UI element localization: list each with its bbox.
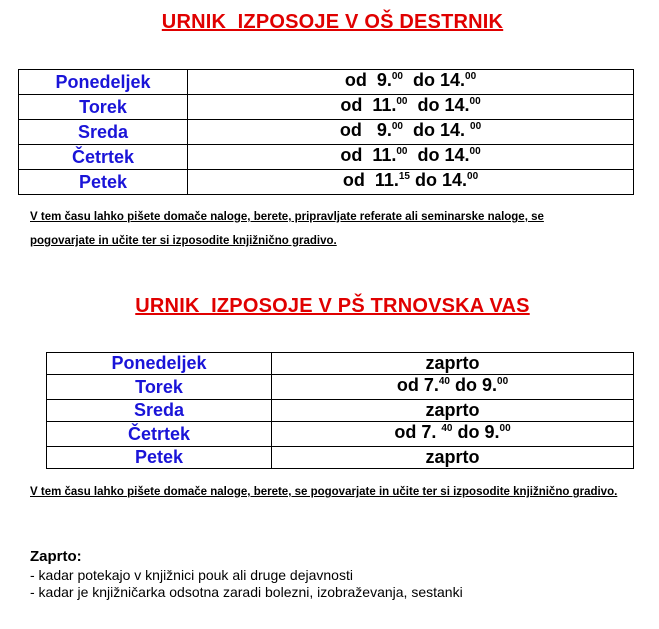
table-row <box>47 447 634 469</box>
table-row <box>47 400 634 422</box>
hours-text: od 7. <box>394 422 442 442</box>
page-title-destrnik: URNIK IZPOSOJE V OŠ DESTRNIK <box>161 11 504 33</box>
table-row <box>47 422 634 447</box>
table-row <box>19 120 634 145</box>
schedule-note-trnovska-vas: V tem času lahko pišete domače naloge, berete, se pogovarjate in učite ter si izposodite knjižnično gradivo. <box>30 486 618 498</box>
day-cell: Torek <box>19 95 188 120</box>
minutes-superscript: 40 <box>441 423 453 434</box>
minutes-superscript: 40 <box>438 376 450 387</box>
day-cell: Torek <box>47 375 272 400</box>
hours-cell <box>188 120 634 145</box>
hours-text: do 14. <box>407 95 470 115</box>
schedule-table-destrnik <box>18 69 634 195</box>
hours-text: zaprto <box>425 353 480 373</box>
closed-info <box>30 547 463 601</box>
minutes-superscript: 00 <box>497 376 509 387</box>
minutes-superscript: 00 <box>396 96 408 107</box>
hours-cell <box>272 422 634 447</box>
day-cell: Četrtek <box>19 145 188 170</box>
hours-text: zaprto <box>425 447 480 467</box>
hours-text: do 14. <box>402 120 471 140</box>
hours-text: od 9. <box>339 120 392 140</box>
hours-cell <box>272 400 634 422</box>
day-cell: Sreda <box>19 120 188 145</box>
schedule-table-trnovska-vas <box>46 352 634 469</box>
hours-text: od 9. <box>344 70 392 90</box>
hours-cell <box>272 375 634 400</box>
table-row <box>19 170 634 195</box>
table-row <box>19 145 634 170</box>
minutes-superscript: 00 <box>467 171 479 182</box>
schedule-rows <box>47 353 634 469</box>
table-row <box>19 95 634 120</box>
minutes-superscript: 00 <box>391 121 403 132</box>
hours-text: do 14. <box>410 170 468 190</box>
table-row <box>47 353 634 375</box>
hours-text: do 9. <box>452 422 500 442</box>
minutes-superscript: 15 <box>398 171 410 182</box>
hours-text: od 11. <box>340 145 397 165</box>
minutes-superscript: 00 <box>391 71 403 82</box>
day-cell: Ponedeljek <box>19 70 188 95</box>
hours-cell <box>188 95 634 120</box>
hours-text: do 9. <box>450 375 498 395</box>
hours-text: od 11. <box>340 95 397 115</box>
hours-cell <box>188 145 634 170</box>
day-cell: Petek <box>47 447 272 469</box>
day-cell: Sreda <box>47 400 272 422</box>
minutes-superscript: 00 <box>465 71 477 82</box>
hours-text: od 7. <box>396 375 439 395</box>
day-cell: Četrtek <box>47 422 272 447</box>
day-cell: Ponedeljek <box>47 353 272 375</box>
hours-cell <box>188 70 634 95</box>
schedule-note-destrnik: V tem času lahko pišete domače naloge, berete, pripravljate referate ali seminarske naloge, se pogovarjate in učite ter si izposodite knjižnično gradivo. <box>30 211 544 247</box>
minutes-superscript: 00 <box>396 146 408 157</box>
table-row <box>19 70 634 95</box>
minutes-superscript: 00 <box>469 146 481 157</box>
schedule-rows <box>19 70 634 195</box>
hours-cell <box>272 353 634 375</box>
closed-reason: - kadar je knjižničarka odsotna zaradi bolezni, izobraževanja, sestanki <box>30 584 463 600</box>
day-cell: Petek <box>19 170 188 195</box>
hours-text: od 11. <box>342 170 399 190</box>
closed-title: Zaprto: <box>30 548 82 565</box>
minutes-superscript: 00 <box>499 423 511 434</box>
hours-text: do 14. <box>403 70 466 90</box>
hours-cell <box>272 447 634 469</box>
minutes-superscript: 00 <box>470 121 482 132</box>
hours-text: do 14. <box>407 145 470 165</box>
page-title-trnovska-vas: URNIK IZPOSOJE V PŠ TRNOVSKA VAS <box>135 295 530 317</box>
minutes-superscript: 00 <box>469 96 481 107</box>
table-row <box>47 375 634 400</box>
closed-reason: - kadar potekajo v knjižnici pouk ali druge dejavnosti <box>30 567 353 583</box>
hours-text: zaprto <box>425 400 480 420</box>
hours-cell <box>188 170 634 195</box>
